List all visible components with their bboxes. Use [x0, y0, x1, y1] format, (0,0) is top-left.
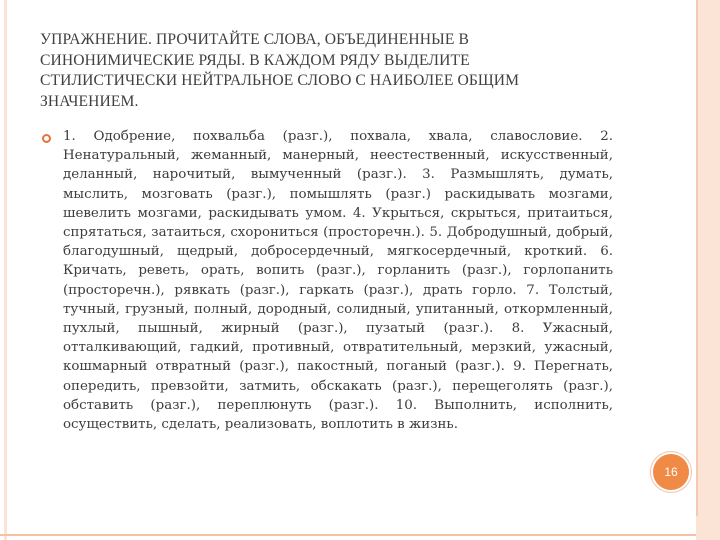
- slide-frame-right: [698, 0, 720, 540]
- exercise-text: 1. Одобрение, похвальба (разг.), похвала, хвала, славословие. 2. Ненатуральный, жеманный, манерный, неестественный, искусственный, деланный, нарочитый, вымученный (разг.). 3. Размышлять, думать, мыслить, мозговать (разг.), помышлять (разг.) раскидывать мозгами, шевелить мозгами, раскидывать умом. 4. Укрыться, скрыться, притаиться, спрятаться, затаиться, схорониться (просторечн.). 5. Добродушный, добрый, благодушный, щедрый, добросердечный, мягкосердечный, кроткий. 6. Кричать, реветь, орать, вопить (разг.), горланить (разг.), горлопанить (просторечн.), рявкать (разг.), гаркать (разг.), драть горло. 7. Толстый, тучный, грузный, полный, дородный, солидный, упитанный, откормленный, пухлый, пышный, жирный (разг.), пузатый (разг.). 8. Ужасный, отталкивающий, гадкий, противный, отвратительный, мерзкий, ужасный, кошмарный отвратный (разг.), пакостный, поганый (разг.). 9. Перегнать, опередить, превзойти, затмить, обскакать (разг.), перещеголять (разг.), обставить (разг.), переплюнуть (разг.). 10. Выполнить, исполнить, осуществить, сделать, реализовать, воплотить в жизнь.: [63, 129, 613, 433]
- circle-bullet-icon: [41, 133, 52, 144]
- page-number-badge: 16: [651, 452, 691, 492]
- slide-frame-left: [4, 0, 7, 540]
- slide-frame-corner: [696, 516, 720, 540]
- slide-title: УПРАЖНЕНИЕ. ПРОЧИТАЙТЕ СЛОВА, ОБЪЕДИНЕННЫЕ В СИНОНИМИЧЕСКИЕ РЯДЫ. В КАЖДОМ РЯДУ ВЫДЕЛИТЕ СТИЛИСТИЧЕСКИ НЕЙТРАЛЬНОЕ СЛОВО С НАИБОЛЕЕ ОБЩИМ ЗНАЧЕНИЕМ.: [40, 31, 520, 110]
- slide-frame-line-bottom: [0, 534, 720, 536]
- slide-frame-line-right: [696, 0, 698, 540]
